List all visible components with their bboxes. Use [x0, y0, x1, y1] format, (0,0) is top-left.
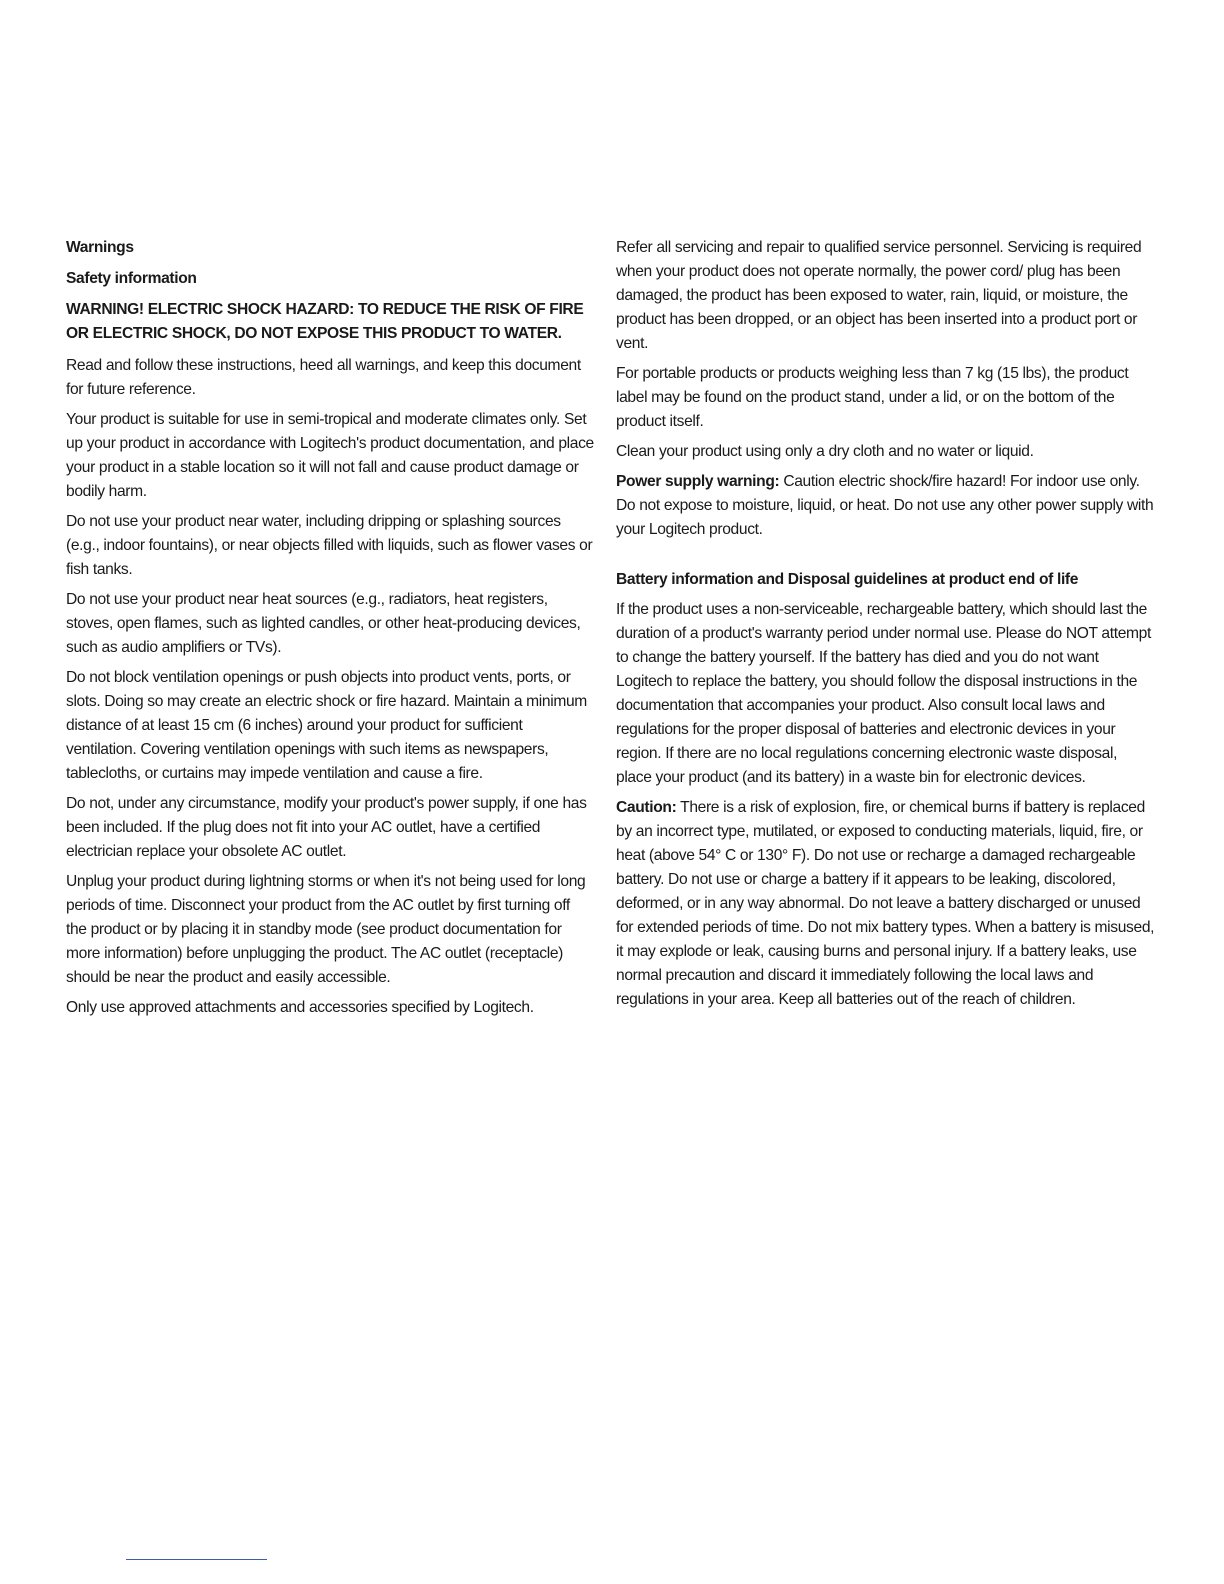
paragraph-unplug: Unplug your product during lightning storms or when it's not being used for long periods of time. Disconnect your product from the AC outlet by first turning off the product or by placing it in standby mode (see product documentation for more information) before unplugging the product. The AC outlet (receptacle) should be near the product and easily accessible. — [66, 873, 586, 986]
power-supply-warning-label: Power supply warning: — [616, 473, 780, 490]
power-supply-warning — [616, 470, 1156, 542]
paragraph-read-instructions: Read and follow these instructions, heed all warnings, and keep this document for future reference. — [66, 357, 581, 398]
battery-caution — [616, 796, 1156, 1012]
electric-shock-warning: WARNING! ELECTRIC SHOCK HAZARD: TO REDUCE THE RISK OF FIRE OR ELECTRIC SHOCK, DO NOT EXPOSE THIS PRODUCT TO WATER. — [66, 301, 584, 342]
caution-text: There is a risk of explosion, fire, or chemical burns if battery is replaced by an incorrect type, mutilated, or exposed to conducting materials, liquid, fire, or heat (above 54° C or 130° F). Do not use or recharge a damaged rechargeable battery. Do not use or charge a battery if it appears to be leaking, discolored, deformed, or in any way abnormal. Do not leave a battery discharged or unused for extended periods of time. Do not mix battery types. When a battery is misused, it may explode or leak, causing burns and personal injury. If a battery leaks, use normal precaution and discard it immediately following the local laws and regulations in your area. Keep all batteries out of the reach of children. — [616, 799, 1155, 1008]
warnings-heading: Warnings — [66, 239, 134, 256]
safety-information-heading: Safety information — [66, 270, 197, 287]
right-column — [616, 236, 1156, 1018]
paragraph-heat-sources: Do not use your product near heat sources (e.g., radiators, heat registers, stoves, open flames, such as lighted candles, or other heat-producing devices, such as audio amplifiers or TVs). — [66, 591, 581, 656]
paragraph-water: Do not use your product near water, including dripping or splashing sources (e.g., indoor fountains), or near objects filled with liquids, such as flower vases or fish tanks. — [66, 513, 593, 578]
paragraph-power-supply-modify: Do not, under any circumstance, modify your product's power supply, if one has been included. If the plug does not fit into your AC outlet, have a certified electrician replace your obsolete AC outlet. — [66, 795, 587, 860]
footnote-divider — [126, 1559, 267, 1560]
left-column — [66, 236, 594, 1026]
paragraph-ventilation: Do not block ventilation openings or push objects into product vents, ports, or slots. Doing so may create an electric shock or fire hazard. Maintain a minimum distance of at least 15 cm (6 inches) around your product for sufficient ventilation. Covering ventilation openings with such items as newspapers, tablecloths, or curtains may impede ventilation and cause a fire. — [66, 669, 587, 782]
paragraph-product-label: For portable products or products weighing less than 7 kg (15 lbs), the product label may be found on the product stand, under a lid, or on the bottom of the product itself. — [616, 365, 1129, 430]
power-supply-warning-text: Caution electric shock/fire hazard! For indoor use only. Do not expose to moisture, liquid, or heat. Do not use any other power supply with your Logitech product. — [616, 473, 1154, 538]
paragraph-attachments: Only use approved attachments and accessories specified by Logitech. — [66, 999, 534, 1016]
paragraph-climate: Your product is suitable for use in semi-tropical and moderate climates only. Set up your product in accordance with Logitech's product documentation, and place your product in a stable location so it will not fall and cause product damage or bodily harm. — [66, 411, 594, 500]
paragraph-servicing: Refer all servicing and repair to qualified service personnel. Servicing is required when your product does not operate normally, the power cord/ plug has been damaged, the product has been exposed to water, rain, liquid, or moisture, the product has been dropped, or an object has been inserted into a product port or vent. — [616, 239, 1142, 352]
paragraph-battery-disposal: If the product uses a non-serviceable, rechargeable battery, which should last the duration of a product's warranty period under normal use. Please do NOT attempt to change the battery yourself. If the battery has died and you do not want Logitech to replace the battery, you should follow the disposal instructions in the documentation that accompanies your product. Also consult local laws and regulations for the proper disposal of batteries and electronic devices in your region. If there are no local regulations concerning electronic waste disposal, place your product (and its battery) in a waste bin for electronic devices. — [616, 601, 1151, 786]
paragraph-cleaning: Clean your product using only a dry cloth and no water or liquid. — [616, 443, 1034, 460]
caution-label: Caution: — [616, 799, 677, 816]
battery-section-heading: Battery information and Disposal guidelines at product end of life — [616, 571, 1079, 588]
